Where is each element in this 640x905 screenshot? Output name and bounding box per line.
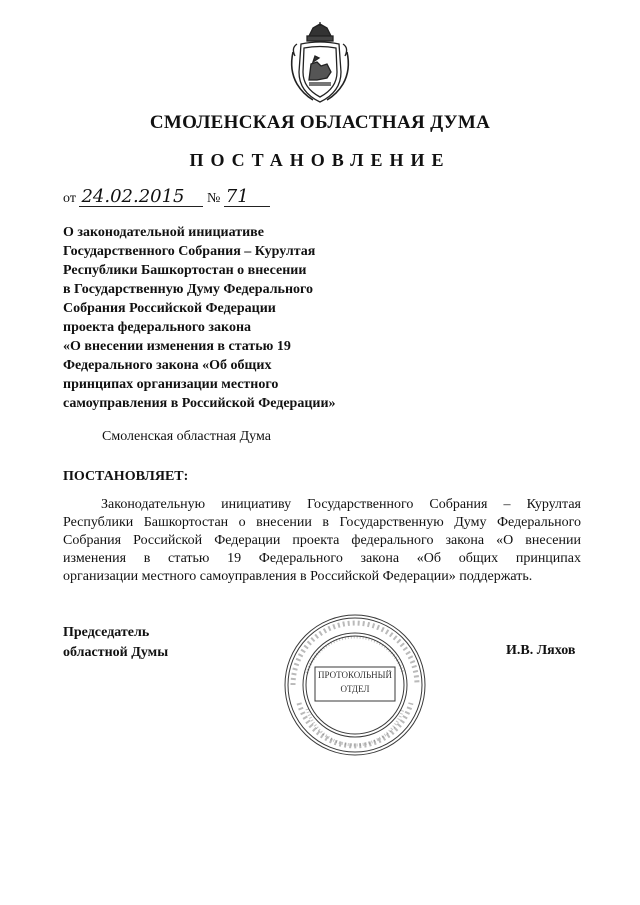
signatory-title-line: областной Думы	[63, 645, 169, 660]
body-line: изменения в статью 19 Федерального закона «Об общих принципах	[63, 551, 581, 566]
body-line: Республики Башкортостан о внесении в Государственную Думу Федерального	[63, 515, 581, 530]
seal-inner-text	[316, 668, 394, 698]
seal-inner-line: ОТДЕЛ	[340, 684, 370, 694]
body-line: организации местного самоуправления в Российской Федерации» поддержать.	[63, 569, 533, 584]
handwritten-date: 24.02.2015	[79, 188, 203, 207]
subject-line: О законодательной инициативе	[63, 225, 264, 240]
issuer-text: Смоленская областная Дума	[102, 429, 271, 444]
subject-line: проекта федерального закона	[63, 320, 252, 335]
document-type-heading: ПОСТАНОВЛЕНИЕ	[189, 150, 451, 170]
subject-line: принципах организации местного	[63, 377, 279, 392]
subject-line: в Государственную Думу Федерального	[63, 282, 314, 297]
subject-block	[63, 223, 383, 413]
date-number-line	[63, 188, 270, 207]
number-prefix: №	[206, 191, 221, 206]
subject-line: Государственного Собрания – Курултая	[63, 244, 316, 259]
subject-line: самоуправления в Российской Федерации»	[63, 396, 336, 411]
date-prefix: от	[63, 191, 76, 206]
signatory-title-line: Председатель	[63, 625, 150, 640]
subject-line: Собрания Российской Федерации	[63, 301, 276, 316]
seal-inner-line: ПРОТОКОЛЬНЫЙ	[318, 670, 392, 680]
signatory-title	[63, 623, 168, 663]
body-line: Законодательную инициативу Государственного Собрания – Курултая	[101, 497, 581, 512]
organization-title: СМОЛЕНСКАЯ ОБЛАСТНАЯ ДУМА	[149, 112, 491, 133]
body-line: Собрания Российской Федерации проекта федерального закона «О внесении	[63, 533, 581, 548]
subject-line: Федерального закона «Об общих	[63, 358, 272, 373]
coat-of-arms-emblem	[287, 22, 353, 106]
handwritten-number: 71	[224, 188, 270, 207]
subject-line: Республики Башкортостан о внесении	[63, 263, 307, 278]
body-paragraph	[63, 496, 581, 586]
signatory-name: И.В. Ляхов	[506, 643, 576, 658]
subject-line: «О внесении изменения в статью 19	[63, 339, 291, 354]
resolves-heading: ПОСТАНОВЛЯЕТ:	[63, 469, 189, 484]
